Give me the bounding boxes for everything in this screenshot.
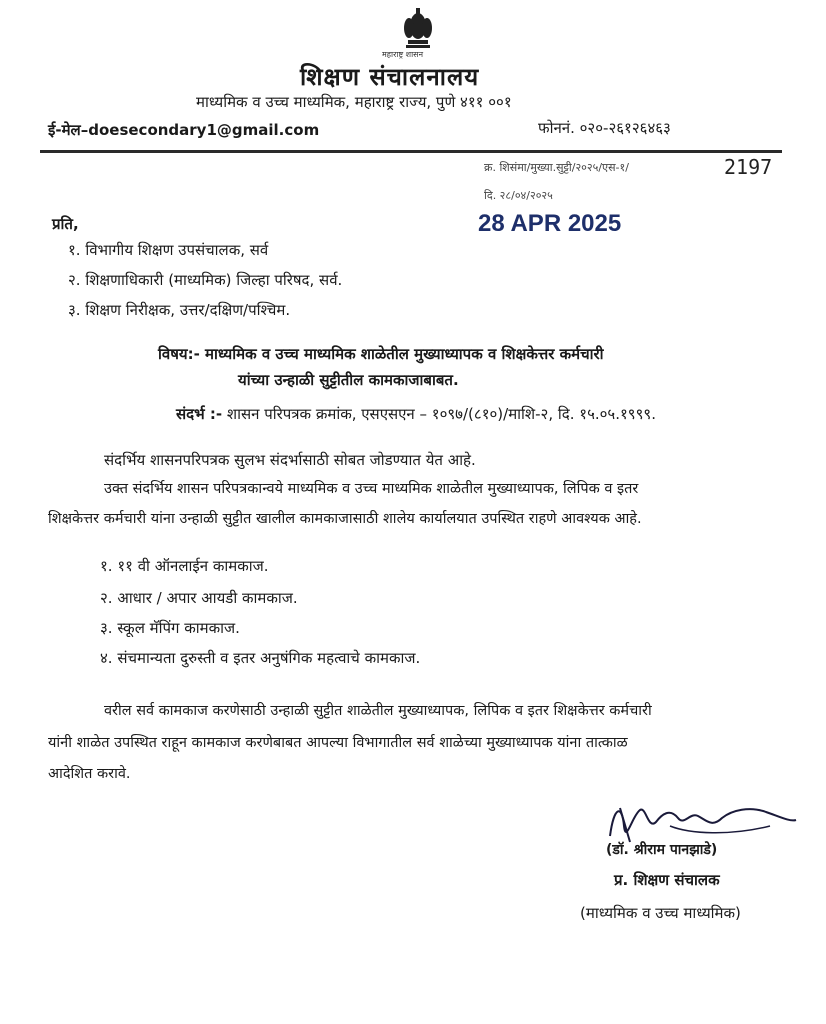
header-divider — [40, 150, 782, 153]
reference-text: शासन परिपत्रक क्रमांक, एसएसएन – १०९७/(८१०)/माशि-२, दि. १५.०५.१९९९. — [222, 405, 656, 423]
subject-line-1: विषय:- माध्यमिक व उच्च माध्यमिक शाळेतील मुख्याध्यापक व शिक्षकेत्तर कर्मचारी — [158, 345, 604, 363]
recipient-item: ३. शिक्षण निरीक्षक, उत्तर/दक्षिण/पश्चिम. — [68, 301, 291, 319]
department-address: माध्यमिक व उच्च माध्यमिक, महाराष्ट्र राज्य, पुणे ४११ ००१ — [196, 93, 512, 111]
outward-number-handwritten: 2197 — [724, 155, 773, 179]
subject-line-2: यांच्या उन्हाळी सुट्टीतील कामकाजाबाबत. — [238, 371, 459, 389]
body-paragraph-2-line-2: शिक्षकेत्तर कर्मचारी यांना उन्हाळी सुट्टीत खालील कामकाजासाठी शालेय कार्यालयात उपस्थित राहणे आवश्यक आहे. — [48, 511, 642, 527]
department-name: शिक्षण संचालनालय — [300, 63, 480, 91]
body-paragraph-2-line-1: उक्त संदर्भिय शासन परिपत्रकान्वये माध्यमिक व उच्च माध्यमिक शाळेतील मुख्याध्यापक, लिपिक व इतर — [104, 481, 639, 497]
date-stamp: 28 APR 2025 — [478, 210, 622, 237]
recipient-item: १. विभागीय शिक्षण उपसंचालक, सर्व — [68, 241, 269, 259]
letter-date: दि. २८/०४/२०२५ — [484, 189, 553, 202]
body-paragraph-1: संदर्भिय शासनपरिपत्रक सुलभ संदर्भासाठी सोबत जोडण्यात येत आहे. — [104, 451, 476, 469]
state-emblem-icon — [400, 4, 436, 50]
work-item: ३. स्कूल मॅपिंग कामकाज. — [100, 619, 240, 637]
recipients-heading: प्रति, — [52, 215, 79, 233]
signatory-designation: प्र. शिक्षण संचालक — [614, 871, 720, 889]
body-paragraph-3-line-3: आदेशित करावे. — [48, 766, 131, 782]
work-item: २. आधार / अपार आयडी कामकाज. — [100, 589, 298, 607]
signatory-name: (डॉ. श्रीराम पानझाडे) — [606, 842, 718, 858]
reference-line — [176, 404, 656, 424]
body-paragraph-3-line-2: यांनी शाळेत उपस्थित राहून कामकाज करणेबाबत आपल्या विभागातील सर्व शाळेच्या मुख्याध्यापक यांना तात्काळ — [48, 735, 628, 751]
recipient-item: २. शिक्षणाधिकारी (माध्यमिक) जिल्हा परिषद, सर्व. — [68, 271, 343, 289]
work-item: १. ११ वी ऑनलाईन कामकाज. — [100, 557, 269, 575]
work-item: ४. संचमान्यता दुरुस्ती व इतर अनुषंगिक महत्वाचे कामकाज. — [100, 649, 421, 667]
phone-number: फोननं. ०२०-२६१२६४६३ — [538, 119, 671, 137]
signatory-department: (माध्यमिक व उच्च माध्यमिक) — [580, 904, 741, 922]
email-address: ई-मेल–doesecondary1@gmail.com — [48, 121, 320, 139]
outward-number: क्र. शिसंमा/मुख्या.सुट्टी/२०२५/एस-१/ — [484, 161, 629, 174]
gov-label: महाराष्ट्र शासन — [382, 50, 424, 59]
body-paragraph-3-line-1: वरील सर्व कामकाज करणेसाठी उन्हाळी सुट्टीत शाळेतील मुख्याध्यापक, लिपिक व इतर शिक्षकेत्तर कर्मचारी — [104, 703, 652, 719]
reference-label: संदर्भ :- — [176, 405, 223, 423]
